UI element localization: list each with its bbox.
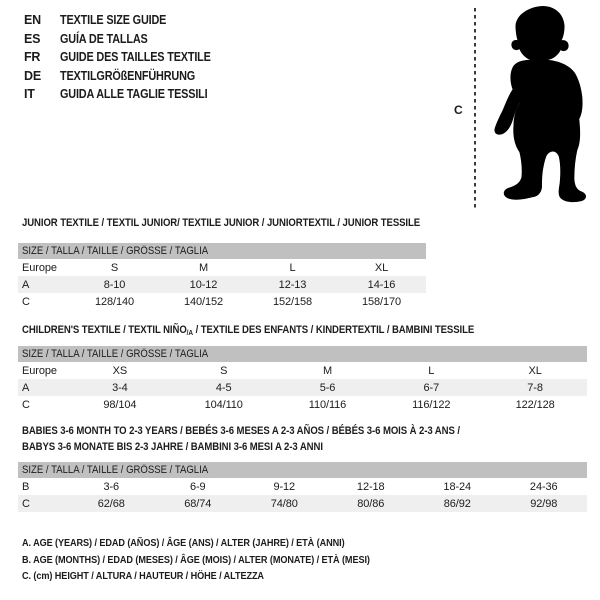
legend-text: C. (cm) HEIGHT / ALTURA / HAUTEUR / HÖHE / ALTEZZA [22, 570, 264, 582]
table-cell: 92/98 [501, 495, 588, 512]
table-row [18, 396, 587, 413]
section-title-junior [22, 215, 480, 231]
babies-size-table [18, 462, 587, 512]
language-title-block [24, 11, 233, 104]
table-cell: 74/80 [241, 495, 328, 512]
table-row [18, 495, 587, 512]
table-size-header [18, 243, 426, 259]
lang-code: IT [24, 87, 35, 102]
junior-size-table [18, 243, 426, 310]
title-subscript: /A [186, 328, 194, 337]
table-cell: 110/116 [308, 398, 347, 411]
table-cell: 6-7 [379, 379, 483, 396]
row-label: B [22, 480, 30, 493]
row-label: C [18, 495, 68, 512]
table-cell: 5-6 [276, 379, 380, 396]
table-cell: 8-10 [70, 276, 159, 293]
height-measure-label: C [454, 103, 463, 117]
table-row [18, 259, 426, 276]
table-header-row [18, 243, 426, 259]
legend-line-c [22, 570, 422, 587]
size-header-text: SIZE / TALLA / TAILLE / GRÖSSE / TAGLIA [22, 464, 209, 476]
legend-text: B. AGE (MONTHS) / EDAD (MESES) / ÂGE (MOIS) / ALTER (MONATE) / ETÀ (MESI) [22, 553, 370, 566]
lang-code: ES [24, 31, 41, 46]
lang-title: TEXTILGRÖßENFÜHRUNG [60, 68, 196, 83]
table-cell: 12-18 [356, 480, 385, 493]
table-cell: L [428, 364, 435, 377]
row-label: C [22, 398, 30, 411]
table-size-header [18, 346, 587, 362]
lang-row-fr [24, 48, 233, 67]
title-prefix: CHILDREN'S TEXTILE / TEXTIL NIÑO [22, 324, 187, 336]
table-cell: 3-4 [68, 379, 172, 396]
size-header-text: SIZE / TALLA / TAILLE / GRÖSSE / TAGLIA [22, 245, 209, 257]
table-cell: M [198, 261, 209, 274]
table-cell: 24-36 [529, 480, 558, 493]
table-cell: S [220, 364, 228, 377]
lang-code: FR [24, 50, 41, 65]
section-title-children [22, 322, 542, 341]
table-cell: L [289, 261, 296, 274]
table-cell: 3-6 [103, 480, 120, 493]
table-header-row [18, 462, 587, 478]
table-cell: 10-12 [159, 276, 248, 293]
table-cell: 4-5 [172, 379, 276, 396]
row-label: A [18, 379, 68, 396]
lang-title: TEXTILE SIZE GUIDE [60, 13, 167, 28]
table-cell: 98/104 [103, 398, 137, 411]
table-cell: 122/128 [515, 398, 555, 411]
table-cell: 7-8 [483, 379, 587, 396]
lang-row-de [24, 67, 233, 86]
section-title-text [22, 322, 474, 341]
table-cell: 116/122 [412, 398, 451, 411]
lang-code: EN [24, 13, 41, 28]
lang-title: GUIDA ALLE TAGLIE TESSILI [60, 87, 208, 102]
table-cell: 18-24 [443, 480, 472, 493]
lang-row-it [24, 85, 233, 104]
legend-line-a [22, 537, 422, 554]
table-cell: 140/152 [183, 295, 224, 308]
table-cell: XL [528, 364, 542, 377]
table-header-row [18, 346, 587, 362]
lang-title: GUÍA DE TALLAS [60, 31, 148, 46]
row-label: A [18, 276, 70, 293]
table-cell: 128/140 [94, 295, 135, 308]
size-header-text: SIZE / TALLA / TAILLE / GRÖSSE / TAGLIA [22, 348, 209, 360]
table-cell: S [110, 261, 119, 274]
table-size-header [18, 462, 587, 478]
table-cell: XS [112, 364, 128, 377]
table-cell: 62/68 [68, 495, 155, 512]
section-title-text: JUNIOR TEXTILE / TEXTIL JUNIOR/ TEXTILE JUNIOR / JUNIORTEXTIL / JUNIOR TESSILE [22, 217, 421, 229]
lang-row-es [24, 30, 233, 49]
row-label: C [22, 295, 30, 308]
children-size-table [18, 346, 587, 413]
table-row [18, 379, 587, 396]
table-cell: XL [374, 261, 389, 274]
height-dashed-line [474, 8, 476, 208]
table-cell: 12-13 [248, 276, 337, 293]
lang-title: GUIDE DES TAILLES TEXTILE [60, 50, 211, 65]
title-line-1: BABIES 3-6 MONTH TO 2-3 YEARS / BEBÉS 3-6 MESES A 2-3 AÑOS / BÉBÉS 3-6 MOIS À 2-3 ANS / [22, 425, 460, 437]
legend-block [22, 537, 422, 587]
legend-line-b [22, 554, 422, 571]
lang-code: DE [24, 68, 41, 83]
table-cell: 80/86 [328, 495, 415, 512]
title-suffix: / TEXTILE DES ENFANTS / KINDERTEXTIL / BAMBINI TESSILE [193, 324, 475, 336]
row-label: Europe [22, 364, 57, 377]
lang-row-en [24, 11, 233, 30]
legend-text: A. AGE (YEARS) / EDAD (AÑOS) / ÂGE (ANS) / ALTER (JAHRE) / ETÀ (ANNI) [22, 537, 345, 549]
table-row [18, 276, 426, 293]
baby-silhouette-icon [485, 4, 597, 210]
table-cell: 9-12 [273, 480, 296, 493]
height-figure [440, 0, 600, 215]
table-cell: 6-9 [189, 480, 206, 493]
table-cell: 158/170 [361, 295, 402, 308]
table-cell: 68/74 [155, 495, 242, 512]
table-row [18, 362, 587, 379]
table-cell: 86/92 [414, 495, 501, 512]
table-cell: 104/110 [204, 398, 243, 411]
table-row [18, 293, 426, 310]
title-line-2: BABYS 3-6 MONATE BIS 2-3 JAHRE / BAMBINI 3-6 MESI A 2-3 ANNI [22, 441, 323, 453]
table-cell: 14-16 [337, 276, 426, 293]
section-title-babies [22, 423, 525, 455]
table-cell: M [322, 364, 333, 377]
table-cell: 152/158 [272, 295, 313, 308]
row-label: Europe [22, 261, 57, 274]
table-row [18, 478, 587, 495]
